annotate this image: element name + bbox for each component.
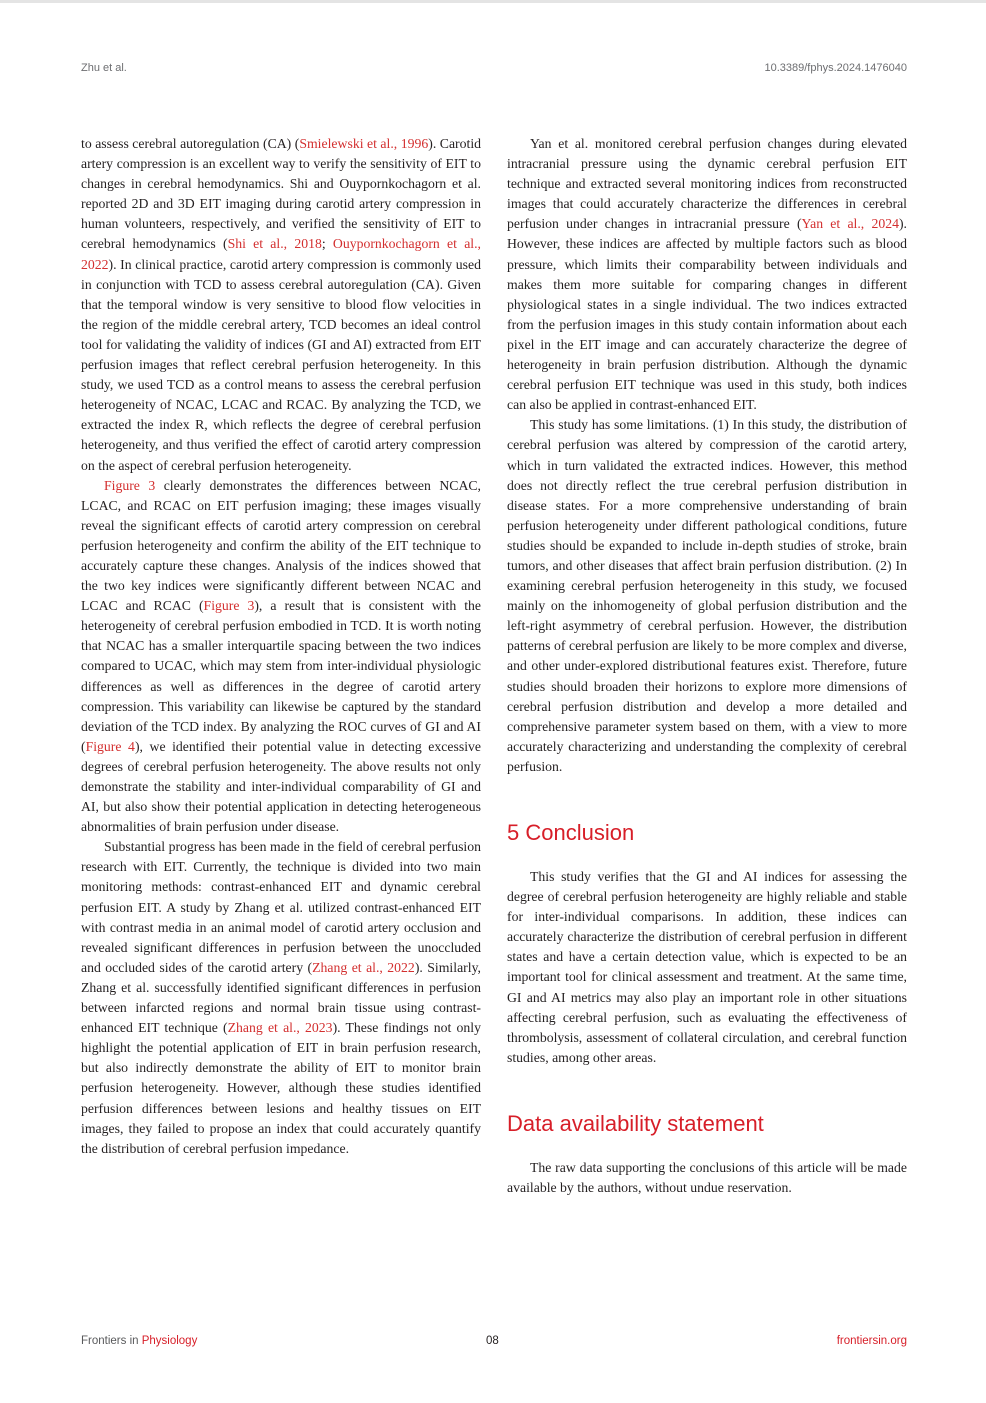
citation-link[interactable]: Zhang et al., 2023 — [227, 1020, 333, 1036]
paragraph-data-availability: The raw data supporting the conclusions of this article will be made available by the authors, without undue reservation. — [507, 1159, 907, 1196]
footer-site-link[interactable]: frontiersin.org — [836, 1335, 907, 1347]
citation-link[interactable]: Zhang et al., 2022 — [312, 959, 415, 975]
figure-link[interactable]: Figure 4 — [85, 738, 135, 754]
figure-link[interactable]: Figure 3 — [104, 477, 156, 493]
running-header-authors: Zhu et al. — [81, 62, 127, 74]
paragraph-limitations: This study has some limitations. (1) In this study, the distribution of cerebral perfusion was altered by compression of the carotid artery, which in turn validated the extracted indices. However, this method does not directly reflect the true cerebral perfusion distribution in disease states. For a more comprehensive understanding of brain perfusion heterogeneity under different pathological conditions, future studies should be expanded to include in-depth studies of stroke, brain tumors, and other diseases that affect brain perfusion distribution. (2) In examining cerebral perfusion heterogeneity in this study, we focused mainly on the inhomogeneity of global perfusion distribution and the left-right asymmetry of cerebral perfusion. However, the distribution patterns of cerebral perfusion are likely to be more complex and diverse, and other under-explored distributional features exist. Therefore, future studies should broaden their horizons to explore more dimensions of cerebral perfusion distribution and develop a more detailed and comprehensive parameter system based on them, with a view to more accurately characterizing and understanding the complexity of cerebral perfusion. — [507, 417, 907, 774]
page-number: 08 — [486, 1335, 499, 1347]
citation-link[interactable]: Shi et al., 2018 — [227, 236, 322, 252]
running-header-doi: 10.3389/fphys.2024.1476040 — [764, 62, 907, 74]
figure-link[interactable]: Figure 3 — [203, 598, 255, 614]
footer-journal: Frontiers in Physiology — [81, 1335, 198, 1347]
journal-name-link[interactable]: Physiology — [141, 1335, 198, 1347]
section-heading-conclusion: 5 Conclusion — [507, 820, 635, 845]
left-column — [81, 134, 481, 1159]
citation-link[interactable]: Smielewski et al., 1996 — [299, 136, 429, 151]
top-border — [0, 0, 986, 3]
citation-link[interactable]: Ouypornkochagorn et al., 2022 — [81, 236, 481, 272]
right-column — [507, 134, 907, 1198]
paragraph-conclusion: This study verifies that the GI and AI indices for assessing the degree of cerebral perfusion heterogeneity are highly reliable and stable for inter-individual comparisons. In addition, these indices can accurately characterize the distribution of cerebral perfusion in different states and have a certain detection value, which is expected to be an important tool for clinical assessment and treatment. At the same time, GI and AI metrics may also play an important role in other situations affecting cerebral perfusion, such as evaluating the effectiveness of thrombolysis, assessment of collateral circulation, and cerebral function studies, among other areas. — [507, 869, 907, 1065]
section-heading-data-availability: Data availability statement — [507, 1110, 764, 1136]
paragraph-figure3-discussion: Figure 3 clearly demonstrates the differences between NCAC, LCAC, and RCAC on EIT perfusion imaging; these images visually reveal the significant effects of carotid artery compression on cerebral perfusion heterogeneity and confirm the ability of the EIT technique to accurately capture these changes. Analysis of the indices showed that the two key indices were significantly different between NCAC and LCAC and RCAC (Figure 3), a result that is consistent with the heterogeneity of cerebral perfusion embodied in TCD. It is worth noting that NCAC has a smaller interquartile spacing between the two indices compared to UCAC, which may stem from inter-individual physiologic differences as well as differences in the degree of carotid artery compression. This variability can likewise be captured by the standard deviation of the TCD index. By analyzing the ROC curves of GI and AI (Figure 4), we identified their potential value in detecting excessive degrees of cerebral perfusion heterogeneity. The above results not only demonstrate the stability and inter-individual comparability of GI and AI, but also show their potential application in detecting heterogeneous abnormalities of brain perfusion under disease. — [81, 477, 482, 835]
paragraph-yan-study: Yan et al. monitored cerebral perfusion changes during elevated intracranial pressure using the dynamic cerebral perfusion EIT technique and extracted several monitoring indices from reconstructed images that could accurately characterize the differences in cerebral perfusion under changes in intracranial pressure (Yan et al., 2024). However, these indices are affected by multiple factors such as blood pressure, which limits their comparability between individuals and makes them more suitable for comparing changes in different physiological states in a single individual. The two indices extracted from the perfusion images in this study contain information about each pixel in the EIT image and can accurately characterize the degree of heterogeneity in brain perfusion distribution. Although the dynamic cerebral perfusion EIT technique was used in this study, both indices can also be applied in contrast-enhanced EIT. — [507, 136, 907, 413]
citation-link[interactable]: Yan et al., 2024 — [801, 216, 899, 232]
paragraph-carotid-compression: to assess cerebral autoregulation (CA) (Smielewski et al., 1996). Carotid artery compression is an excellent way to verify the sensitivity of EIT to changes in cerebral hemodynamics. Shi and Ouypornkochagorn et al. reported 2D and 3D EIT imaging during carotid artery compression in human volunteers, respectively, and verified the sensitivity of EIT to cerebral hemodynamics (Shi et al., 2018; Ouypornkochagorn et al., 2022). In clinical practice, carotid artery compression is commonly used in conjunction with TCD to assess cerebral autoregulation (CA). Given that the temporal window is very sensitive to blood flow velocities in the region of the middle cerebral artery, TCD becomes an ideal control tool for validating the validity of indices (GI and AI) extracted from EIT perfusion images that reflect cerebral perfusion heterogeneity. In this study, we used TCD as a control means to assess the cerebral perfusion heterogeneity of NCAC, LCAC and RCAC. By analyzing the TCD, we extracted the index R, which reflects the degree of cerebral perfusion heterogeneity, and thus verified the effect of carotid artery compression on the aspect of cerebral perfusion heterogeneity. — [81, 136, 482, 473]
paragraph-eit-progress: Substantial progress has been made in the field of cerebral perfusion research with EIT. Currently, the technique is divided into two main monitoring methods: contrast-enhanced EIT and dynamic cerebral perfusion EIT. A study by Zhang et al. utilized contrast-enhanced EIT with contrast media in an animal model of carotid artery occlusion and revealed significant differences in perfusion between the unoccluded and occluded sides of the carotid artery (Zhang et al., 2022). Similarly, Zhang et al. successfully identified significant differences in perfusion between infarcted regions and normal brain tissue using contrast-enhanced EIT technique (Zhang et al., 2023). These findings not only highlight the potential application of EIT in brain perfusion research, but also indirectly demonstrate the ability of EIT to monitor brain perfusion heterogeneity. However, although these studies identified perfusion differences between lesions and healthy tissues on EIT images, they failed to propose an index that could accurately quantify the distribution of cerebral perfusion impedance. — [81, 839, 481, 1156]
